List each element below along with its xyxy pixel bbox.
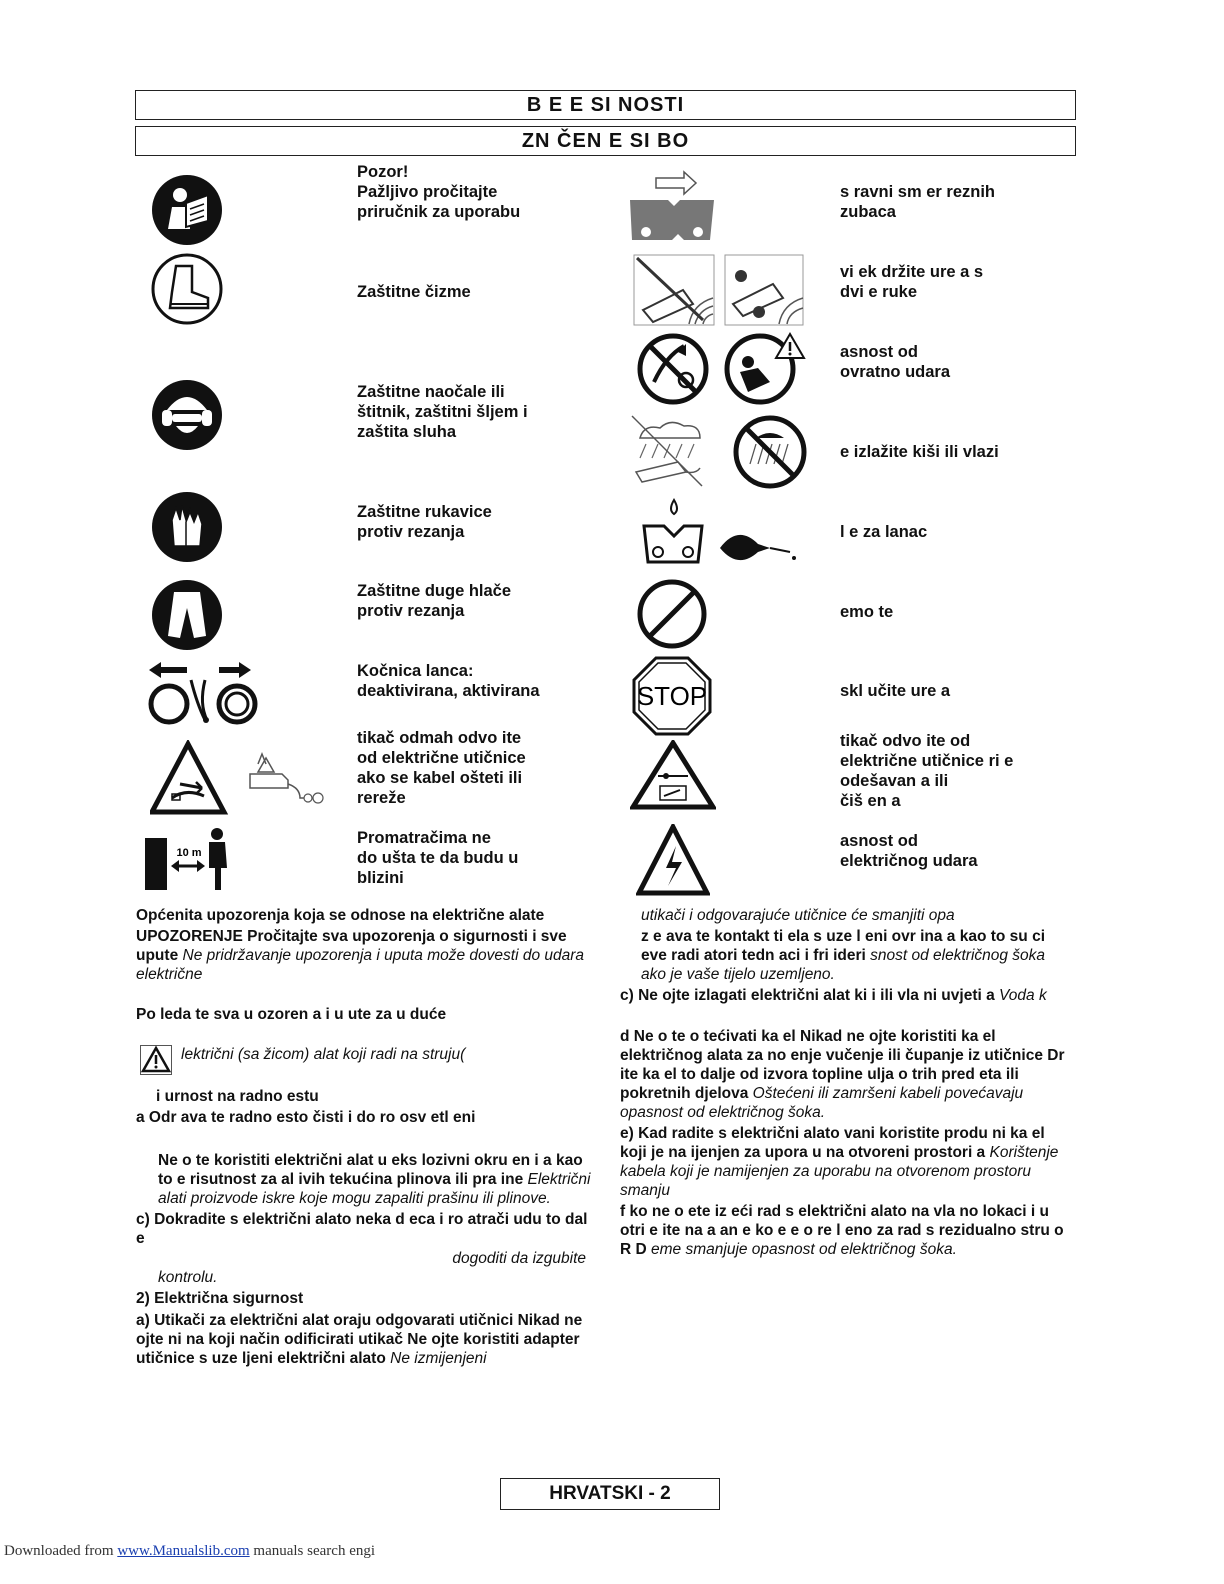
chain-oil-icon bbox=[640, 496, 800, 568]
stop-text: STOP bbox=[636, 681, 708, 711]
download-credit bbox=[4, 1543, 375, 1560]
page-number: HRVATSKI - 2 bbox=[500, 1478, 720, 1510]
goggles-helmet-earmuffs-icon bbox=[150, 378, 224, 452]
distance-label: 10 m bbox=[176, 847, 202, 859]
kickback-icon bbox=[636, 332, 806, 406]
rule-1a: a Odr ava te radno esto čisti i do ro osv etl eni bbox=[136, 1109, 476, 1126]
rule-2d: d Ne o te o tećivati ka el Nikad ne ojte koristiti ka el električnog alata za no enje vučenje ili čupanje iz utičnice Dr ite ka el to dalje od izvora topline ulja o trih pred eta ili pokretnih djelova bbox=[620, 1028, 1065, 1102]
rule-2a-continued: utikači i odgovarajuće utičnice će smanjiti opa bbox=[641, 907, 955, 924]
trousers-icon bbox=[150, 578, 224, 652]
warning-text: UPOZORENJE Pročitajte sva upozorenja o sigurnosti i sve upute bbox=[136, 928, 567, 964]
symbol-label: tikač odvo ite od električne utičnice ri e odešavan a ili čiš en a bbox=[840, 732, 1014, 810]
symbol-label: l e za lanac bbox=[840, 523, 928, 541]
symbol-label: Kočnica lanca: deaktivirana, aktivirana bbox=[357, 662, 540, 700]
rule-2f-italic: eme smanjuje opasnost od električnog šoka. bbox=[651, 1241, 957, 1258]
rule-2c: c) Ne ojte izlagati električni alat ki i ili vla ni uvjeti a bbox=[620, 987, 1000, 1004]
rule-2d-italic: Oštećeni ili zamršeni kabeli povećavaju opasnost od električnog šoka. bbox=[620, 1085, 1024, 1121]
work-area-safety-title: i urnost na radno estu bbox=[156, 1088, 319, 1105]
symbol-label: Promatračima ne do ušta te da budu u blizini bbox=[357, 829, 519, 887]
symbol-label: Zaštitne naočale ili štitnik, zaštitni šljem i zaštita sluha bbox=[357, 383, 528, 441]
symbol-label: emo te bbox=[840, 603, 894, 621]
symbol-label: s ravni sm er reznih zubaca bbox=[840, 183, 995, 221]
safety-boots-icon bbox=[150, 252, 224, 326]
symbol-label: tikač odmah odvo ite od električne utičnice ako se kabel ošteti ili rereže bbox=[357, 729, 526, 807]
rule-2e: e) Kad radite s električni alato vani koristite produ ni ka el koji je na ijenjen za upora u na otvoreni prostori a bbox=[620, 1125, 1045, 1161]
body-right-column bbox=[620, 906, 1070, 1259]
symbol-label: vi ek držite ure a s dvi e ruke bbox=[840, 263, 984, 301]
symbol-label: Zaštitne rukavice protiv rezanja bbox=[357, 503, 492, 541]
symbol-label: Pozor! Pažljivo pročitajte priručnik za uporabu bbox=[357, 163, 521, 221]
rule-1c-italic: dogoditi da izgubite bbox=[452, 1250, 586, 1267]
prohibited-icon bbox=[636, 578, 708, 650]
rule-2f: f ko ne o ete iz eći rad s električni alato na vla no lokaci i u otri e ite na a an e ko e e o re l eno za rad s rezidualno stru o R D bbox=[620, 1203, 1064, 1258]
rule-2b: z e ava te kontakt ti ela s uze l eni ovr ina a kao to su ci eve radi atori tedn aci i fri ideri bbox=[641, 928, 1046, 964]
body-left-column bbox=[136, 906, 596, 1368]
unplug-maintenance-icon bbox=[630, 740, 716, 810]
chain-direction-icon bbox=[628, 170, 718, 246]
stop-icon bbox=[632, 656, 712, 736]
general-warnings-heading: Općenita upozorenja koja se odnose na električne alate bbox=[136, 907, 545, 924]
rule-2a: a) Utikači za električni alat oraju odgovarati utičnici Nikad ne ojte ni na koji način odificirati utikač Ne ojte koristiti adapter utičnice s uze ljeni električni alato bbox=[136, 1312, 583, 1367]
electric-shock-icon bbox=[636, 824, 710, 896]
symbol-label: asnost od ovratno udara bbox=[840, 343, 951, 381]
two-hands-icon bbox=[633, 254, 805, 326]
warning-text-italic: Ne pridržavanje upozorenja i uputa može dovesti do udara električne bbox=[136, 947, 585, 983]
section-title: B E E SI NOSTI bbox=[135, 90, 1076, 120]
no-rain-icon bbox=[630, 414, 816, 490]
rule-2c-italic: Voda k bbox=[999, 987, 1047, 1004]
electrical-safety-title: 2) Električna sigurnost bbox=[136, 1290, 304, 1307]
symbol-label: Zaštitne čizme bbox=[357, 283, 471, 301]
rule-1b-italic: Električni alati proizvode iskre koje mogu zapaliti prašinu ili plinove. bbox=[158, 1171, 591, 1207]
symbol-label: skl učite ure a bbox=[840, 682, 951, 700]
download-prefix: Downloaded from bbox=[4, 1543, 118, 1559]
gloves-icon bbox=[150, 490, 224, 564]
rule-1b: Ne o te koristiti električni alat u eks lozivni okru en i a kao to e risutnost za al ivih tekućina plinova ili pra ine bbox=[158, 1152, 583, 1188]
chain-brake-icon bbox=[143, 660, 263, 728]
bystander-distance-icon bbox=[143, 826, 233, 892]
keep-instructions: Po leda te sva u ozoren a i u ute za u duće bbox=[136, 1006, 447, 1023]
symbol-label: Zaštitne duge hlače protiv rezanja bbox=[357, 582, 512, 620]
rule-2e-italic: Korištenje kabela koji je namijenjen za uporabu na otvorenom prostoru smanju bbox=[620, 1144, 1059, 1199]
damaged-cable-icon bbox=[150, 740, 330, 818]
download-suffix: manuals search engi bbox=[249, 1543, 376, 1559]
manualslib-link[interactable]: www.Manualslib.com bbox=[117, 1543, 250, 1559]
rule-1c: c) Dokradite s električni alato neka d eca i ro atrači udu to dal e bbox=[136, 1211, 588, 1247]
rule-1c-italic-2: kontrolu. bbox=[158, 1269, 218, 1286]
section-subtitle: ZN ČEN E SI BO bbox=[135, 126, 1076, 156]
rule-2b-italic: snost od električnog šoka ako je vaše tijelo uzemljeno. bbox=[641, 947, 1046, 983]
power-tool-note: lektrični (sa žicom) alat koji radi na struju( bbox=[181, 1046, 466, 1063]
symbol-label: e izlažite kiši ili vlazi bbox=[840, 443, 999, 461]
read-manual-icon bbox=[150, 173, 224, 247]
symbol-label: asnost od električnog udara bbox=[840, 832, 978, 870]
rule-2a-italic: Ne izmijenjeni bbox=[390, 1350, 487, 1367]
warning-triangle-icon bbox=[140, 1045, 172, 1080]
